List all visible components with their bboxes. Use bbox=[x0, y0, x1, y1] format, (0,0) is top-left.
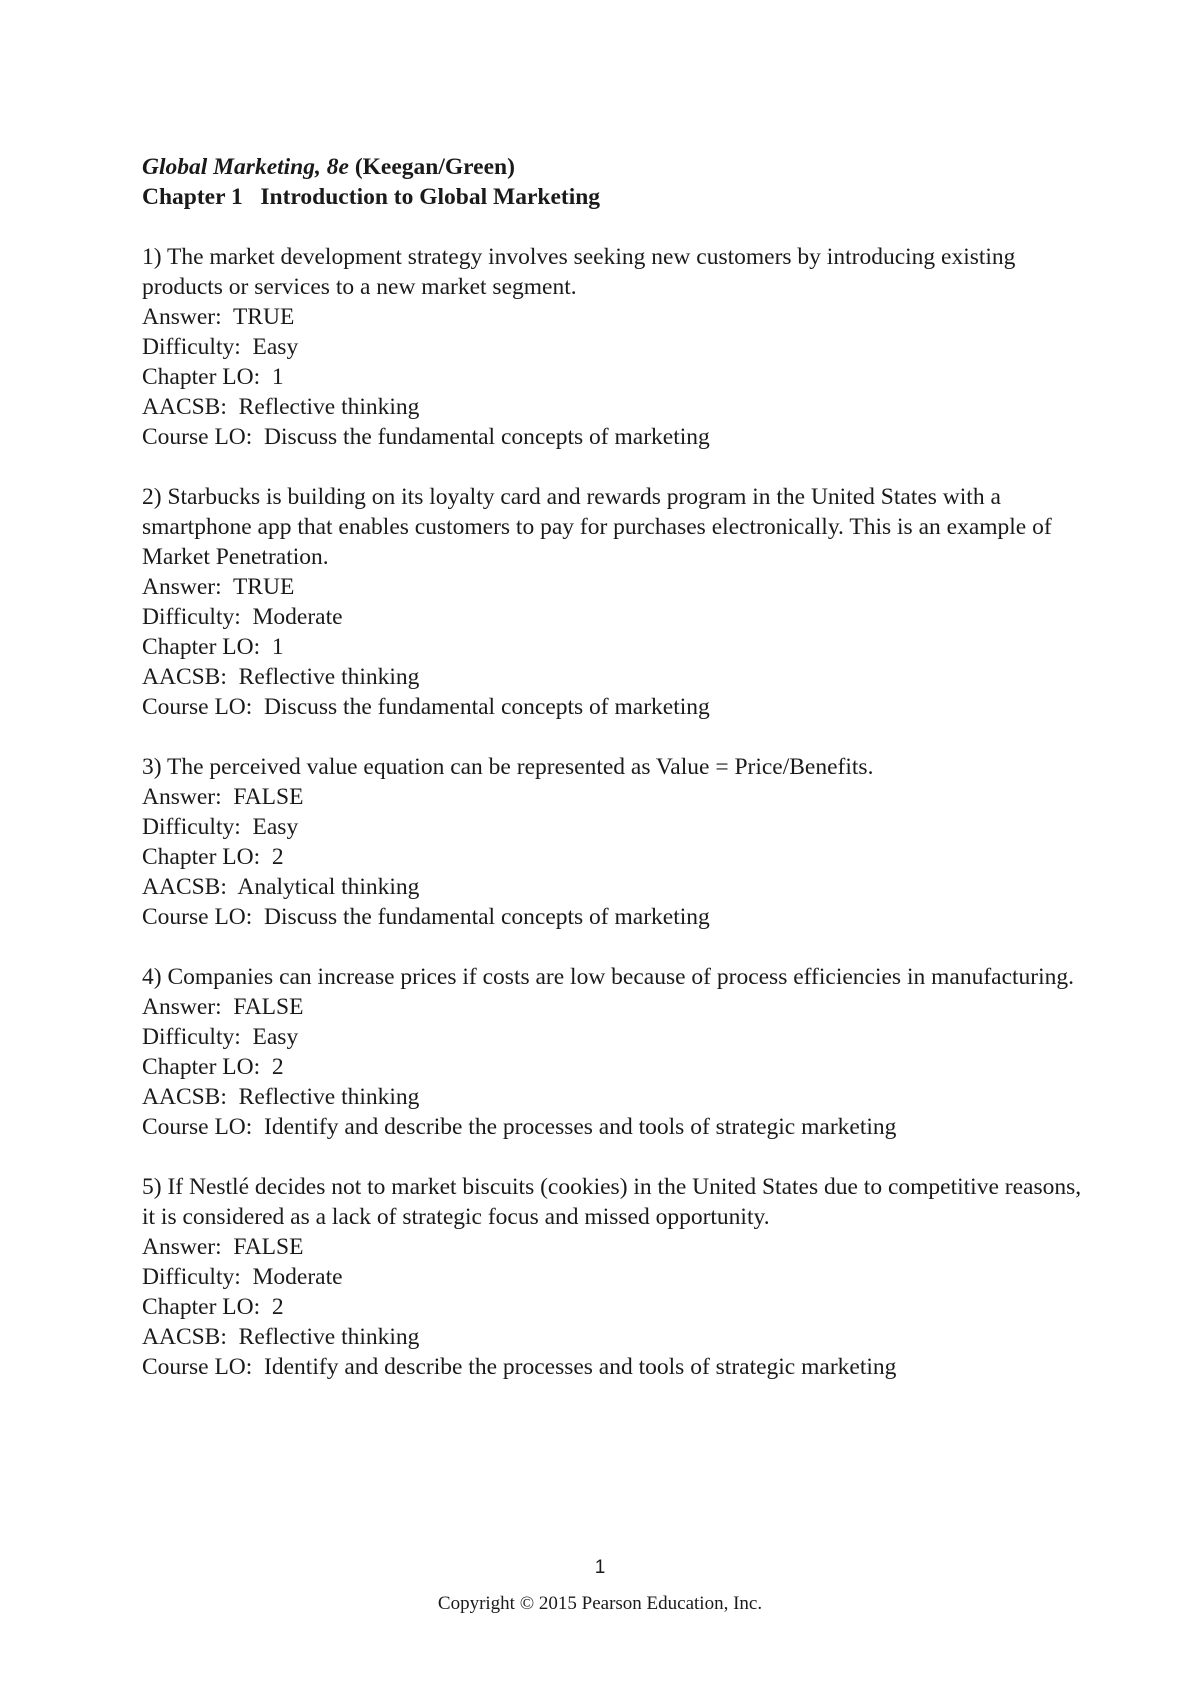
book-title: Global Marketing, 8e bbox=[142, 154, 349, 180]
question-chapter-lo: Chapter LO: 2 bbox=[142, 844, 284, 870]
question-difficulty: Difficulty: Moderate bbox=[142, 604, 343, 630]
question-answer: Answer: FALSE bbox=[142, 994, 304, 1020]
question-text: 1) The market development strategy involves seeking new customers by introducing existing products or services to a new market segment. bbox=[142, 244, 1016, 300]
question-1 bbox=[142, 242, 1082, 452]
question-aacsb: AACSB: Reflective thinking bbox=[142, 394, 420, 420]
question-course-lo: Course LO: Discuss the fundamental concepts of marketing bbox=[142, 694, 710, 720]
question-answer: Answer: FALSE bbox=[142, 784, 304, 810]
question-2 bbox=[142, 482, 1082, 722]
question-aacsb: AACSB: Reflective thinking bbox=[142, 1324, 420, 1350]
question-aacsb: AACSB: Analytical thinking bbox=[142, 874, 420, 900]
chapter-title: Chapter 1 Introduction to Global Marketing bbox=[142, 184, 601, 210]
question-course-lo: Course LO: Discuss the fundamental concepts of marketing bbox=[142, 904, 710, 930]
question-difficulty: Difficulty: Moderate bbox=[142, 1264, 343, 1290]
copyright-notice: Copyright © 2015 Pearson Education, Inc. bbox=[437, 1593, 763, 1614]
question-course-lo: Course LO: Identify and describe the processes and tools of strategic marketing bbox=[142, 1114, 897, 1140]
question-chapter-lo: Chapter LO: 1 bbox=[142, 364, 284, 390]
question-text: 4) Companies can increase prices if costs are low because of process efficiencies in manufacturing. bbox=[142, 964, 1075, 990]
question-chapter-lo: Chapter LO: 2 bbox=[142, 1054, 284, 1080]
question-aacsb: AACSB: Reflective thinking bbox=[142, 1084, 420, 1110]
question-course-lo: Course LO: Discuss the fundamental concepts of marketing bbox=[142, 424, 710, 450]
question-difficulty: Difficulty: Easy bbox=[142, 1024, 299, 1050]
question-4 bbox=[142, 962, 1082, 1142]
question-3 bbox=[142, 752, 1082, 932]
page-number: 1 bbox=[594, 1557, 606, 1578]
question-answer: Answer: TRUE bbox=[142, 304, 295, 330]
document-header bbox=[142, 152, 1082, 212]
question-answer: Answer: TRUE bbox=[142, 574, 295, 600]
question-difficulty: Difficulty: Easy bbox=[142, 814, 299, 840]
book-authors: (Keegan/Green) bbox=[348, 154, 515, 180]
question-aacsb: AACSB: Reflective thinking bbox=[142, 664, 420, 690]
question-text: 3) The perceived value equation can be represented as Value = Price/Benefits. bbox=[142, 754, 874, 780]
question-chapter-lo: Chapter LO: 2 bbox=[142, 1294, 284, 1320]
question-answer: Answer: FALSE bbox=[142, 1234, 304, 1260]
question-difficulty: Difficulty: Easy bbox=[142, 334, 299, 360]
question-text: 5) If Nestlé decides not to market biscuits (cookies) in the United States due to competitive reasons, it is considered as a lack of strategic focus and missed opportunity. bbox=[142, 1174, 1082, 1230]
book-title-line bbox=[142, 152, 1082, 182]
question-5 bbox=[142, 1172, 1082, 1382]
page-content bbox=[142, 152, 1082, 1412]
question-text: 2) Starbucks is building on its loyalty card and rewards program in the United States with a smartphone app that enables customers to pay for purchases electronically. This is an example of Market Penetration. bbox=[142, 484, 1052, 570]
question-course-lo: Course LO: Identify and describe the processes and tools of strategic marketing bbox=[142, 1354, 897, 1380]
question-chapter-lo: Chapter LO: 1 bbox=[142, 634, 284, 660]
